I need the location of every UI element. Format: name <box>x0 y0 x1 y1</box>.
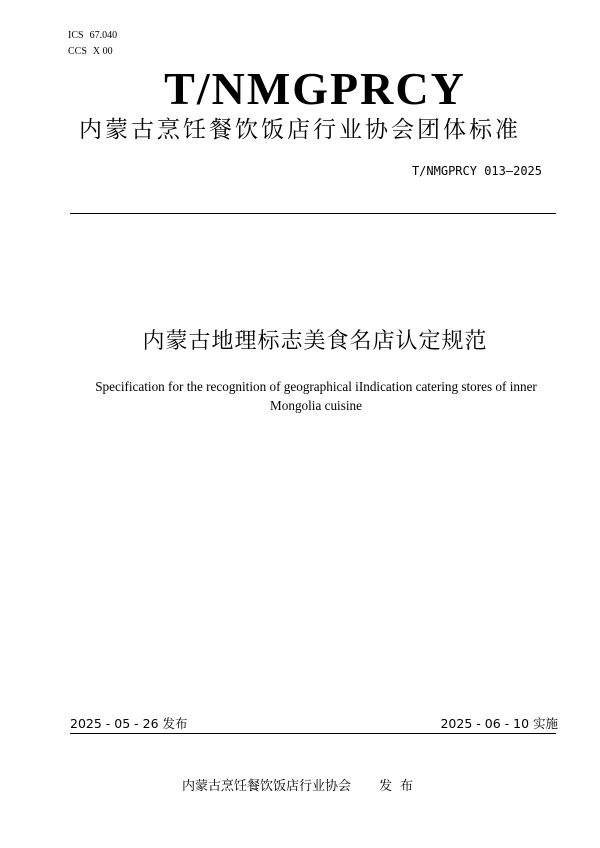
ccs-label: CCS <box>68 46 87 57</box>
bottom-divider <box>70 733 556 734</box>
top-divider <box>70 213 556 214</box>
publisher-suffix: 发布 <box>379 779 422 794</box>
document-title-chinese: 内蒙古地理标志美食名店认定规范 <box>142 329 488 354</box>
document-title-english: Specification for the recognition of geographical iIndication catering stores of inner Mongolia cuisine <box>95 379 537 413</box>
standard-number: T/NMGPRCY 013—2025 <box>411 164 542 178</box>
classification-codes <box>68 28 123 60</box>
publish-date: 2025 - 05 - 26 发布 <box>70 716 188 731</box>
ccs-value: X 00 <box>92 46 113 57</box>
ccs-code <box>68 44 123 60</box>
organization-standard-title: 内蒙古烹饪餐饮饭店行业协会团体标准 <box>79 117 521 143</box>
standard-logo: T/NMGPRCY <box>164 63 466 114</box>
publisher-line <box>182 775 421 794</box>
ics-label: ICS <box>68 30 84 41</box>
implement-date: 2025 - 06 - 10 实施 <box>440 716 558 731</box>
ics-value: 67.040 <box>89 30 118 41</box>
ics-code <box>68 28 123 44</box>
publisher-name: 内蒙古烹饪餐饮饭店行业协会 <box>182 779 352 794</box>
